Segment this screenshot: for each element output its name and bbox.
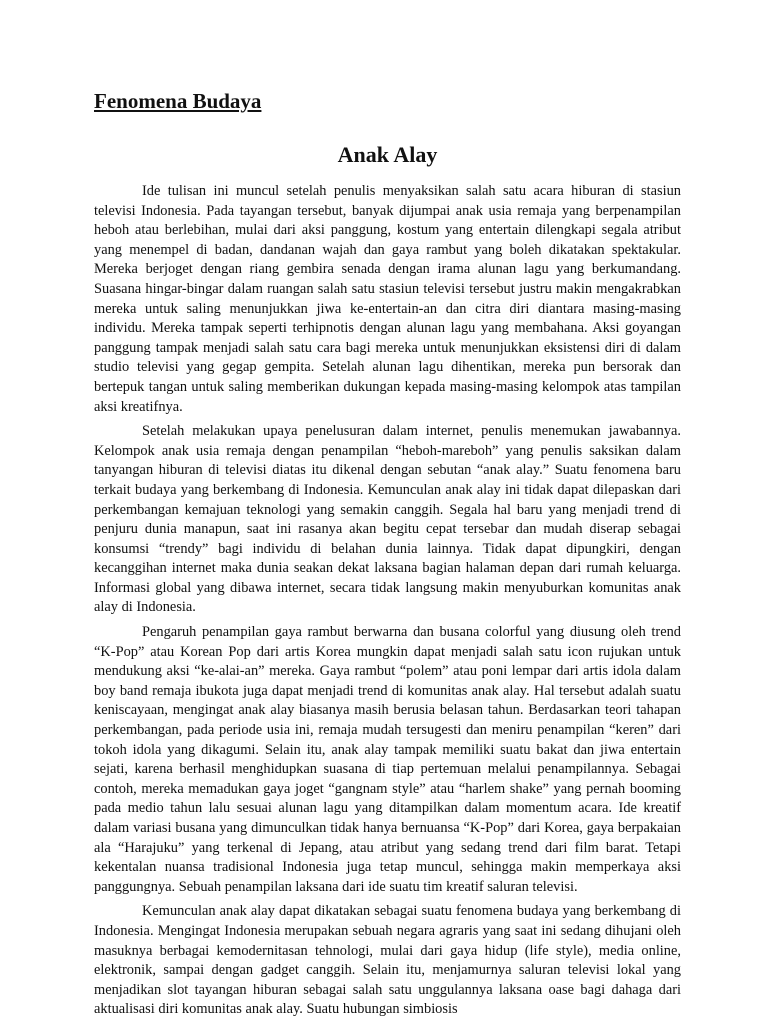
- section-heading: Fenomena Budaya: [94, 89, 262, 113]
- paragraph-2: Setelah melakukan upaya penelusuran dalam internet, penulis menemukan jawabannya. Kelompok anak usia remaja dengan penampilan “heboh-mareboh” yang penulis saksikan dalam tanyangan hiburan di televisi diatas itu dikenal dengan sebutan “anak alay.” Suatu fenomena baru terkait budaya yang berkembang di Indonesia. Kemunculan anak alay ini tidak dapat dilepaskan dari perkembangan kemajuan teknologi yang semakin canggih. Segala hal baru yang menjadi trend di penjuru dunia manapun, saat ini rasanya akan begitu cepat tersebar dan mudah diserap sebagai konsumsi “trendy” bagi individu di belahan dunia lainnya. Tidak dapat dipungkiri, dengan kecanggihan internet maka dunia seakan dekat laksana bagian halaman depan dari rumah keluarga. Informasi global yang dibawa internet, secara tidak langsung makin menyuburkan komunitas anak alay di Indonesia.: [94, 423, 681, 616]
- document-title: Anak Alay: [337, 142, 438, 167]
- paragraph-1: Ide tulisan ini muncul setelah penulis menyaksikan salah satu acara hiburan di stasiun televisi Indonesia. Pada tayangan tersebut, banyak dijumpai anak usia remaja yang berpenampilan heboh atau berlebihan, mulai dari aksi panggung, kostum yang entertain dilengkapi segala atribut yang menempel di badan, dandanan wajah dan gaya rambut yang boleh dikatakan spektakular. Mereka berjoget dengan riang gembira senada dengan irama alunan lagu yang berkumandang. Suasana hingar-bingar dalam ruangan salah satu stasiun televisi tersebut justru makin mengakrabkan mereka untuk saling menunjukkan jiwa ke-entertain-an dan citra diri diantara masing-masing individu. Mereka tampak seperti terhipnotis dengan alunan lagu yang membahana. Aksi goyangan panggung tampak menjadi salah satu cara bagi mereka untuk menunjukkan eksistensi diri di dalam studio televisi yang gegap gempita. Setelah alunan lagu dihentikan, mereka pun bersorak dan bertepuk tangan untuk saling memberikan dukungan kepada masing-masing kelompok atas tampilan aksi kreatifnya.: [94, 183, 681, 415]
- paragraph-3: Pengaruh penampilan gaya rambut berwarna dan busana colorful yang diusung oleh trend “K-Pop” atau Korean Pop dari artis Korea mungkin dapat menjadi salah satu icon rujukan untuk mendukung aksi “ke-alai-an” mereka. Gaya rambut “polem” atau poni lempar dari artis idola dalam boy band remaja ibukota juga dapat menjadi trend di komunitas anak alay. Hal tersebut adalah suatu keniscayaan, mengingat anak alay biasanya masih berusia belasan tahun. Berdasarkan teori tahapan perkembangan, pada periode usia ini, remaja mudah tersugesti dan meniru penampilan “keren” dari tokoh idola yang dikagumi. Selain itu, anak alay tampak memiliki suatu bakat dan jiwa entertain sejati, karena berhasil menghidupkan suasana di tiap pertemuan melalui penampilannya. Sebagai contoh, mereka memadukan gaya joget “gangnam style” atau “harlem shake” yang pernah booming pada medio tahun lalu sesuai alunan lagu yang ditampilkan dalam momentum acara. Ide kreatif dalam variasi busana yang dimunculkan tidak hanya bernuansa “K-Pop” dari Korea, gaya berpakaian ala “Harajuku” yang terkenal di Jepang, atau atribut yang sedang trend dari film barat. Tetapi kekentalan nuansa tradisional Indonesia juga tetap muncul, sehingga makin memperkaya aksi panggungnya. Sebuah penampilan laksana dari ide suatu tim kreatif saluran televisi.: [94, 624, 681, 895]
- document-page: [94, 86, 681, 1025]
- paragraph-4: Kemunculan anak alay dapat dikatakan sebagai suatu fenomena budaya yang berkembang di Indonesia. Mengingat Indonesia merupakan sebuah negara agraris yang saat ini sedang dihujani oleh masuknya berbagai kemodernitasan tehnologi, mulai dari gaya hidup (life style), media online, elektronik, sampai dengan gadget canggih. Selain itu, menjamurnya saluran televisi lokal yang menjadikan slot tayangan hiburan sebagai salah satu unggulannya laksana oase bagi dahaga dari aktualisasi diri komunitas anak alay. Suatu hubungan simbiosis: [94, 903, 681, 1018]
